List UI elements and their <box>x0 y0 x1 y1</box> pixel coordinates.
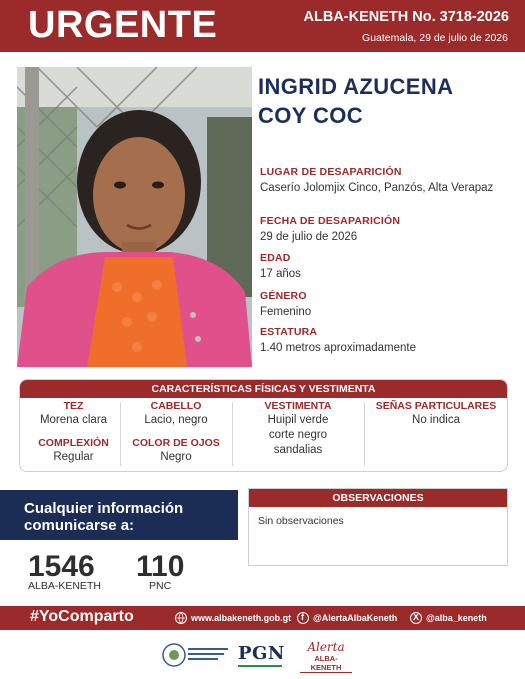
person-name-line1: INGRID AZUCENA <box>258 74 454 99</box>
logos-row <box>0 637 525 673</box>
phone-pnc[interactable]: 110 <box>136 550 185 583</box>
contact-line1: Cualquier información <box>24 500 184 517</box>
senas-block <box>368 400 504 427</box>
footer-bar <box>0 606 525 630</box>
vestimenta-line2: corte negro <box>268 429 328 441</box>
contact-line2: comunicarse a: <box>24 517 135 534</box>
vestimenta-block <box>234 400 362 457</box>
facebook-link[interactable] <box>297 612 397 624</box>
ojos-value: Negro <box>160 451 192 463</box>
complexion-value: Regular <box>53 451 94 463</box>
urgent-title: URGENTE <box>28 4 218 46</box>
pgn-logo <box>238 643 286 667</box>
website-text: www.albakeneth.gob.gt <box>191 613 292 623</box>
field-lugar-value: Caserío Jolomjix Cinco, Panzós, Alta Verapaz <box>260 182 494 194</box>
header-banner <box>0 0 525 52</box>
vestimenta-label: VESTIMENTA <box>264 400 332 412</box>
ojos-label: COLOR DE OJOS <box>132 437 220 449</box>
field-fecha <box>260 215 400 243</box>
field-estatura <box>260 326 416 354</box>
divider <box>120 402 121 466</box>
pgn-logo-text: PGN <box>238 643 285 664</box>
alerta-logo-line1: Alerta <box>307 640 345 654</box>
vestimenta-line1: Huipil verde <box>267 414 329 426</box>
facebook-icon: f <box>297 612 309 624</box>
phone-pnc-label: PNC <box>149 580 172 592</box>
characteristics-box <box>19 379 508 472</box>
field-genero-label: GÉNERO <box>260 290 307 302</box>
tez-block <box>26 400 121 464</box>
vestimenta-line3: sandalias <box>273 444 323 456</box>
observations-box <box>248 488 508 566</box>
facebook-text: @AlertaAlbaKeneth <box>313 613 398 623</box>
senas-label: SEÑAS PARTICULARES <box>375 400 497 412</box>
field-estatura-label: ESTATURA <box>260 326 318 338</box>
field-edad-value: 17 años <box>260 268 301 280</box>
field-genero <box>260 290 311 318</box>
field-lugar-label: LUGAR DE DESAPARICIÓN <box>260 166 402 178</box>
alerta-alba-keneth-logo <box>300 640 352 670</box>
cabello-block <box>124 400 228 464</box>
person-name-line2: COY COC <box>258 103 364 128</box>
observations-title: OBSERVACIONES <box>249 489 507 507</box>
x-text: @alba_keneth <box>426 613 487 623</box>
person-name <box>258 72 453 130</box>
alerta-logo-line2: ALBA-KENETH <box>300 654 352 673</box>
field-genero-value: Femenino <box>260 306 312 318</box>
field-edad-label: EDAD <box>260 252 291 264</box>
complexion-label: COMPLEXIÓN <box>38 437 109 449</box>
case-number: ALBA-KENETH No. 3718-2026 <box>303 9 509 25</box>
cabello-label: CABELLO <box>150 400 202 412</box>
hashtag: #YoComparto <box>30 608 134 625</box>
cabello-value: Lacio, negro <box>144 414 208 426</box>
senas-value: No indica <box>412 414 460 426</box>
contact-banner <box>0 490 238 540</box>
x-icon: X <box>410 612 422 624</box>
field-fecha-label: FECHA DE DESAPARICIÓN <box>260 215 401 227</box>
globe-icon <box>175 612 187 624</box>
field-estatura-value: 1.40 metros aproximadamente <box>260 342 416 354</box>
observations-value: Sin observaciones <box>258 515 344 527</box>
divider <box>364 402 365 466</box>
characteristics-title: CARACTERÍSTICAS FÍSICAS Y VESTIMENTA <box>20 380 507 398</box>
phone-alba-keneth-label: ALBA-KENETH <box>28 580 101 592</box>
tez-label: TEZ <box>63 400 84 412</box>
phone-alba-keneth[interactable]: 1546 <box>28 550 95 583</box>
website-link[interactable] <box>175 612 291 624</box>
location-date: Guatemala, 29 de julio de 2026 <box>362 32 508 44</box>
x-link[interactable] <box>410 612 487 624</box>
missing-person-photo <box>17 67 252 367</box>
field-fecha-value: 29 de julio de 2026 <box>260 231 358 243</box>
divider <box>232 402 233 466</box>
guatemala-seal-logo <box>162 642 230 668</box>
tez-value: Morena clara <box>39 414 108 426</box>
field-edad <box>260 252 301 280</box>
field-lugar <box>260 166 493 194</box>
